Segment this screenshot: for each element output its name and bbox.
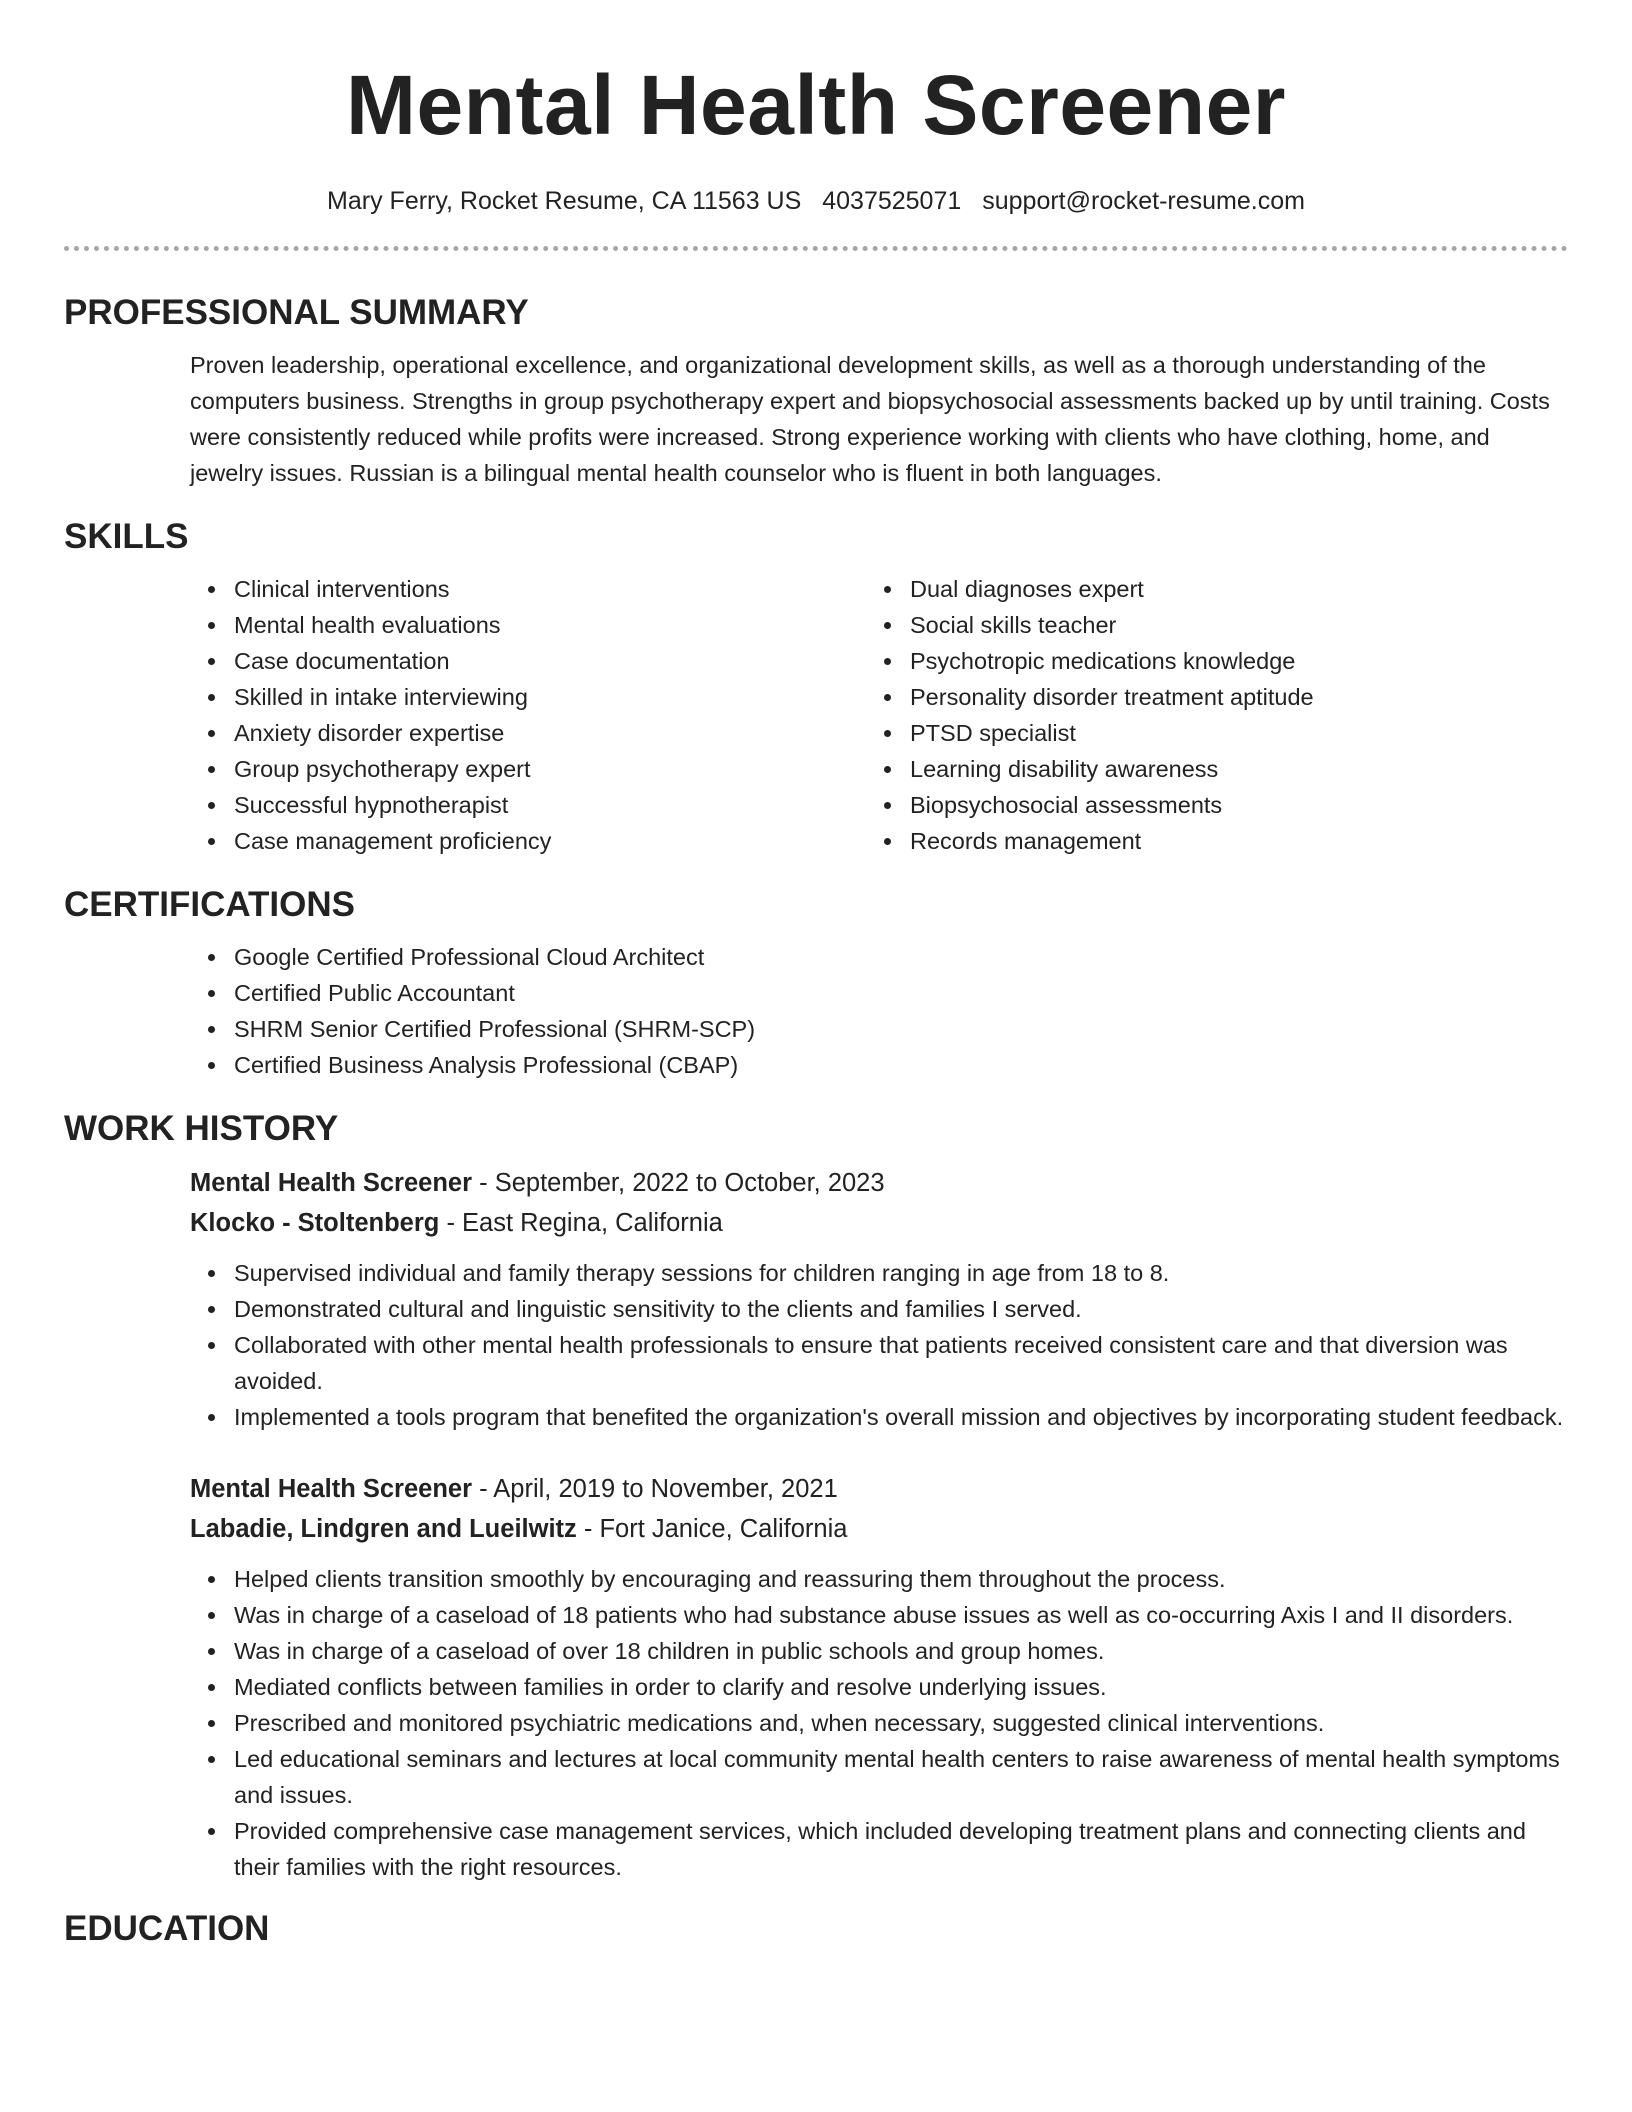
skill-item: Personality disorder treatment aptitude xyxy=(910,679,1314,715)
header-divider xyxy=(64,246,1568,251)
job-duty: Helped clients transition smoothly by encouraging and reassuring them throughout the process. xyxy=(234,1561,1568,1597)
skill-item: Biopsychosocial assessments xyxy=(910,787,1314,823)
contact-line xyxy=(64,184,1568,218)
skill-item: Clinical interventions xyxy=(234,571,744,607)
contact-address: Mary Ferry, Rocket Resume, CA 11563 US xyxy=(327,187,802,215)
job-entry xyxy=(64,1163,1568,1435)
job-duty: Was in charge of a caseload of 18 patients who had substance abuse issues as well as co-occurring Axis I and II disorders. xyxy=(234,1597,1568,1633)
skill-item: Case documentation xyxy=(234,643,744,679)
job-duty: Prescribed and monitored psychiatric medications and, when necessary, suggested clinical interventions. xyxy=(234,1705,1568,1741)
job-company-line xyxy=(190,1203,1568,1243)
summary-heading: PROFESSIONAL SUMMARY xyxy=(64,293,529,332)
job-duty: Provided comprehensive case management services, which included developing treatment plans and connecting clients and their families with the right resources. xyxy=(234,1813,1568,1885)
job-duty: Led educational seminars and lectures at local community mental health centers to raise awareness of mental health symptoms and issues. xyxy=(234,1741,1568,1813)
certification-item: Certified Public Accountant xyxy=(234,975,1568,1011)
skill-item: Records management xyxy=(910,823,1314,859)
certifications-section xyxy=(64,883,1568,1083)
skill-item: Psychotropic medications knowledge xyxy=(910,643,1314,679)
skills-section xyxy=(64,515,1568,859)
work-history-section xyxy=(64,1107,1568,1885)
skills-heading: SKILLS xyxy=(64,517,189,556)
skills-list-right xyxy=(744,571,1314,859)
job-duty: Was in charge of a caseload of over 18 children in public schools and group homes. xyxy=(234,1633,1568,1669)
skill-item: Case management proficiency xyxy=(234,823,744,859)
skill-item: Skilled in intake interviewing xyxy=(234,679,744,715)
skill-item: Mental health evaluations xyxy=(234,607,744,643)
job-company: Labadie, Lindgren and Lueilwitz xyxy=(190,1515,577,1543)
job-dates: - April, 2019 to November, 2021 xyxy=(472,1475,838,1503)
skill-item: Social skills teacher xyxy=(910,607,1314,643)
skill-item: Successful hypnotherapist xyxy=(234,787,744,823)
job-entry xyxy=(64,1469,1568,1885)
job-location: - East Regina, California xyxy=(439,1209,723,1237)
work-history-heading: WORK HISTORY xyxy=(64,1109,339,1148)
summary-text: Proven leadership, operational excellence, and organizational development skills, as well as a thorough understanding of the computers business. Strengths in group psychotherapy expert and biopsychosocial assessments backed up by until training. Costs were consistently reduced while profits were increased. Strong experience working with clients who have clothing, home, and jewelry issues. Russian is a bilingual mental health counselor who is fluent in both languages. xyxy=(190,352,1550,486)
summary-section xyxy=(64,291,1568,491)
job-dates: - September, 2022 to October, 2023 xyxy=(472,1169,885,1197)
job-duty: Supervised individual and family therapy sessions for children ranging in age from 18 to 8. xyxy=(234,1255,1568,1291)
job-location: - Fort Janice, California xyxy=(576,1515,848,1543)
education-heading: EDUCATION xyxy=(64,1909,270,1948)
skills-grid xyxy=(64,571,1568,859)
job-title: Mental Health Screener xyxy=(190,1169,473,1197)
certification-item: Google Certified Professional Cloud Architect xyxy=(234,939,1568,975)
certifications-list xyxy=(64,939,1568,1083)
certification-item: Certified Business Analysis Professional (CBAP) xyxy=(234,1047,1568,1083)
education-section xyxy=(64,1907,1568,1951)
resume-title: Mental Health Screener xyxy=(345,58,1286,152)
skill-item: Learning disability awareness xyxy=(910,751,1314,787)
job-title-line xyxy=(190,1469,1568,1509)
job-duty: Collaborated with other mental health professionals to ensure that patients received consistent care and that diversion was avoided. xyxy=(234,1327,1568,1399)
skills-list-left xyxy=(64,571,744,859)
certifications-heading: CERTIFICATIONS xyxy=(64,885,356,924)
job-duties-list xyxy=(64,1561,1568,1885)
job-duty: Mediated conflicts between families in order to clarify and resolve underlying issues. xyxy=(234,1669,1568,1705)
job-company: Klocko - Stoltenberg xyxy=(190,1209,440,1237)
skill-item: Dual diagnoses expert xyxy=(910,571,1314,607)
job-duties-list xyxy=(64,1255,1568,1435)
certification-item: SHRM Senior Certified Professional (SHRM-SCP) xyxy=(234,1011,1568,1047)
job-title: Mental Health Screener xyxy=(190,1475,473,1503)
skill-item: Group psychotherapy expert xyxy=(234,751,744,787)
contact-email: support@rocket-resume.com xyxy=(982,187,1305,215)
skill-item: PTSD specialist xyxy=(910,715,1314,751)
skill-item: Anxiety disorder expertise xyxy=(234,715,744,751)
job-duty: Demonstrated cultural and linguistic sensitivity to the clients and families I served. xyxy=(234,1291,1568,1327)
job-duty: Implemented a tools program that benefited the organization's overall mission and objectives by incorporating student feedback. xyxy=(234,1399,1568,1435)
job-title-line xyxy=(190,1163,1568,1203)
job-company-line xyxy=(190,1509,1568,1549)
contact-phone: 4037525071 xyxy=(822,187,962,215)
